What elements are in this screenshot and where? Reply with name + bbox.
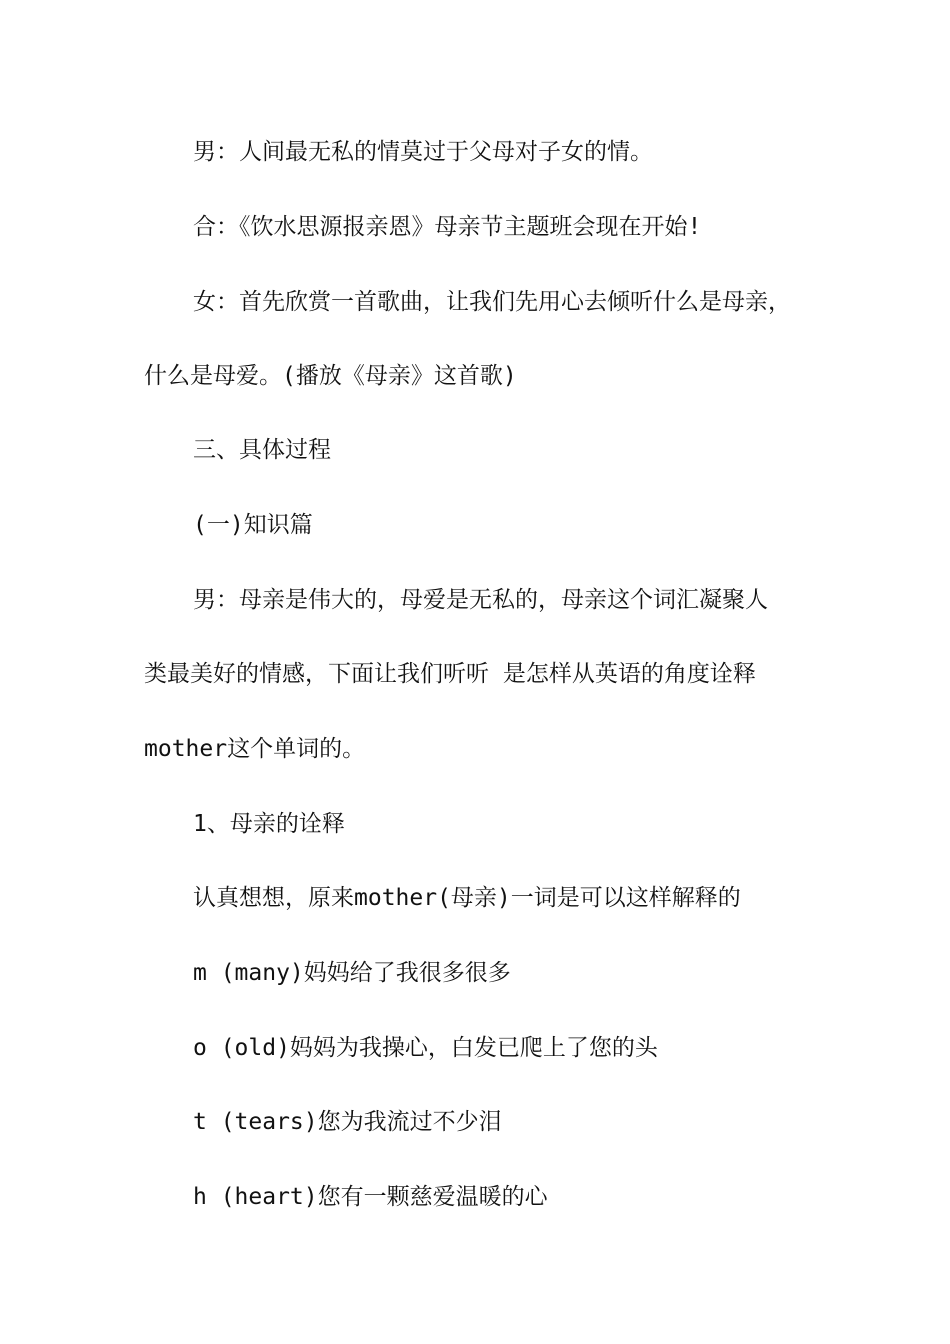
text-line-female-song-intro: 女：首先欣赏一首歌曲，让我们先用心去倾听什么是母亲， xyxy=(193,289,791,315)
acrostic-line-h: h (heart)您有一颗慈爱温暖的心 xyxy=(193,1184,548,1210)
text-line-female-song-intro-cont: 什么是母爱。(播放《母亲》这首歌) xyxy=(144,363,517,389)
text-line-male-mother-intro-cont: 类最美好的情感，下面让我们听听 是怎样从英语的角度诠释 xyxy=(144,661,756,687)
subsection-heading-knowledge: (一)知识篇 xyxy=(193,512,313,538)
acrostic-line-t: t (tears)您为我流过不少泪 xyxy=(193,1109,502,1135)
text-line-mother-explanation: 认真想想，原来mother(母亲)一词是可以这样解释的 xyxy=(193,885,741,911)
text-line-male-mother-intro: 男：母亲是伟大的，母爱是无私的，母亲这个词汇凝聚人 xyxy=(193,587,768,613)
item-heading-mother-interpretation: 1、母亲的诠释 xyxy=(193,811,345,837)
acrostic-line-o: o (old)妈妈为我操心，白发已爬上了您的头 xyxy=(193,1035,658,1061)
text-line-male-opening: 男：人间最无私的情莫过于父母对子女的情。 xyxy=(193,139,653,165)
section-heading-process: 三、具体过程 xyxy=(193,437,331,463)
text-line-male-mother-intro-end: mother这个单词的。 xyxy=(144,736,366,762)
acrostic-line-m: m (many)妈妈给了我很多很多 xyxy=(193,960,511,986)
text-line-together-announcement: 合：《饮水思源报亲恩》母亲节主题班会现在开始! xyxy=(193,214,702,240)
